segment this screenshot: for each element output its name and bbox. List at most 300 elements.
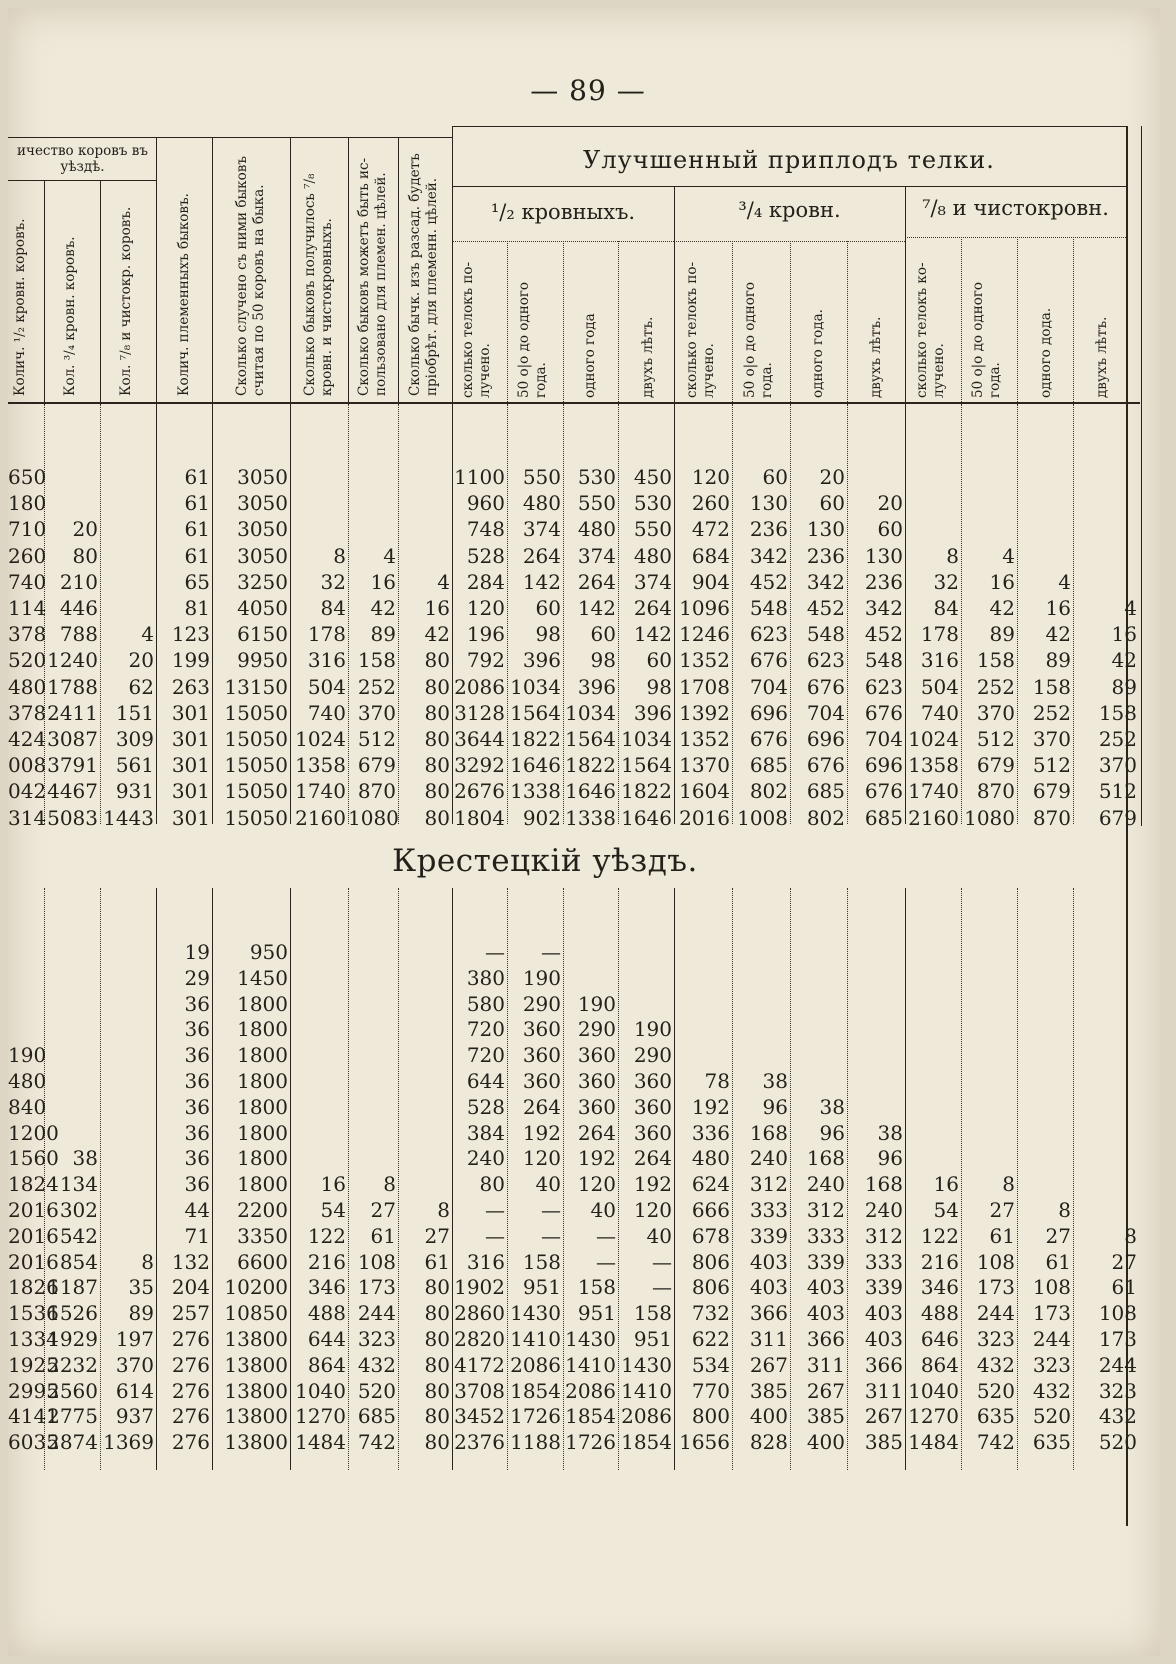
table-cell: 366 [806, 1327, 845, 1351]
table-cell: 16 [320, 1172, 346, 1197]
table-cell: 696 [864, 753, 903, 778]
table-cell: 134 [59, 1172, 98, 1197]
table-cell: 1800 [237, 1120, 288, 1145]
table-cell: 301 [171, 779, 210, 804]
table-cell: 173 [357, 1275, 396, 1300]
table-cell: 84 [320, 596, 346, 620]
table-cell: 13800 [224, 1352, 288, 1377]
table-cell: 635 [1032, 1430, 1071, 1455]
table-cell: 15050 [224, 779, 288, 804]
table-cell: 1656 [679, 1430, 730, 1455]
table-cell: 1726 [565, 1430, 616, 1455]
table-cell: 950 [249, 940, 288, 964]
sub-title-half-under-year: 50 o|o до одного года. [516, 281, 549, 398]
table-cell: 1392 [679, 700, 730, 725]
table-cell: 20 [128, 648, 154, 673]
table-cell: 158 [522, 1249, 561, 1274]
table-cell: 676 [806, 674, 845, 699]
table-row [0, 596, 1176, 622]
table-cell: 530 [577, 465, 616, 489]
table-cell: 704 [864, 727, 903, 751]
table-cell: 20 [819, 465, 845, 489]
table-cell: 528 [466, 1094, 505, 1119]
table-cell: 36 [184, 991, 210, 1016]
table-cell: 432 [1032, 1378, 1071, 1403]
table-cell: 151 [115, 700, 154, 725]
table-cell: 333 [806, 1223, 845, 1248]
table-cell: 679 [976, 753, 1015, 778]
table-cell: 323 [1032, 1352, 1071, 1377]
table-row [0, 1224, 1176, 1250]
table-cell: 346 [920, 1275, 959, 1300]
table-cell: 236 [864, 569, 903, 594]
table-cell: 108 [357, 1249, 396, 1274]
col-divider [961, 237, 962, 402]
table-cell: 360 [577, 1069, 616, 1093]
table-cell: 252 [357, 674, 396, 699]
table-cell: 342 [864, 596, 903, 620]
table-cell: 1929 [47, 1327, 98, 1351]
table-cell: 512 [1032, 753, 1071, 778]
table-cell: 548 [864, 648, 903, 673]
table-cell: 257 [171, 1301, 210, 1326]
table-cell: 240 [864, 1198, 903, 1222]
table-cell: 864 [920, 1352, 959, 1377]
table-cell: 192 [577, 1146, 616, 1171]
table-cell: 263 [171, 674, 210, 699]
district-table-novgorod [0, 465, 1176, 830]
table-cell: 16 [933, 1172, 959, 1197]
table-cell: 1822 [565, 753, 616, 778]
half-blood-title: ¹/₂ кровныхъ. [490, 200, 636, 224]
table-row [0, 1198, 1176, 1224]
col-title-half-cows: Колич. ¹/₂ кровн. коровъ. [12, 218, 28, 396]
table-cell: 1246 [679, 622, 730, 647]
table-row [0, 1430, 1176, 1456]
table-cell: 2995 [8, 1378, 59, 1403]
table-cell: 646 [920, 1327, 959, 1351]
table-cell: 904 [691, 569, 730, 594]
table-cell: 452 [864, 622, 903, 647]
table-cell: 60 [762, 465, 788, 489]
table-cell: 403 [864, 1301, 903, 1326]
table-cell: 168 [806, 1146, 845, 1171]
table-cell: 312 [749, 1172, 788, 1197]
table-cell: 71 [184, 1223, 210, 1248]
table-cell: 1430 [621, 1352, 672, 1377]
table-cell: 61 [1045, 1249, 1071, 1274]
table-cell: 1240 [47, 648, 98, 673]
table-cell: 108 [1032, 1275, 1071, 1300]
table-cell: 792 [466, 648, 505, 673]
table-row [0, 1327, 1176, 1353]
table-cell: — [541, 940, 561, 964]
table-cell: 122 [307, 1223, 346, 1248]
table-cell: 385 [749, 1378, 788, 1403]
table-cell: 4050 [237, 596, 288, 620]
table-row [0, 648, 1176, 674]
table-cell: 1369 [103, 1430, 154, 1455]
table-cell: 1352 [679, 727, 730, 751]
table-cell: 1358 [908, 753, 959, 778]
table-cell: 1370 [679, 753, 730, 778]
table-cell: 380 [466, 965, 505, 990]
table-cell: 1826 [8, 1275, 59, 1300]
table-cell: 120 [466, 596, 505, 620]
table-cell: 54 [320, 1198, 346, 1222]
table-cell: 20 [877, 491, 903, 516]
table-cell: 3350 [237, 1223, 288, 1248]
table-row [0, 727, 1176, 753]
table-cell: 276 [171, 1404, 210, 1429]
table-cell: 89 [128, 1301, 154, 1326]
table-row [0, 992, 1176, 1018]
table-cell: 520 [1032, 1404, 1071, 1429]
table-cell: 1646 [565, 779, 616, 804]
table-cell: 120 [522, 1146, 561, 1171]
table-cell: 679 [1098, 805, 1137, 830]
table-cell: 1034 [510, 674, 561, 699]
table-cell: 142 [633, 622, 672, 647]
col-divider [44, 180, 45, 402]
table-row [0, 517, 1176, 543]
col-title-seven-eighths-cows: Кол. ⁷/₈ и чистокр. коровъ. [118, 206, 134, 396]
page-number: — 89 — [530, 74, 646, 107]
col-divider [1017, 237, 1018, 402]
table-cell: 316 [307, 648, 346, 673]
table-cell: 704 [749, 674, 788, 699]
table-row [0, 779, 1176, 805]
table-cell: 2086 [565, 1378, 616, 1403]
table-row [0, 491, 1176, 517]
table-cell: 36 [184, 1146, 210, 1171]
table-cell: 623 [806, 648, 845, 673]
sub-title-tq-under-year: 50 o|o до одного года. [742, 281, 775, 398]
table-cell: 142 [522, 569, 561, 594]
table-cell: 802 [806, 805, 845, 830]
table-cell: 1334 [8, 1327, 59, 1351]
table-cell: 158 [577, 1275, 616, 1300]
table-cell: 2860 [454, 1301, 505, 1326]
table-cell: 1034 [621, 727, 672, 751]
table-cell: 1800 [237, 1043, 288, 1068]
table-row [0, 1146, 1176, 1172]
table-cell: 62 [128, 674, 154, 699]
table-cell: 80 [424, 1430, 450, 1455]
table-cell: 8 [1124, 1223, 1137, 1248]
table-cell: 244 [976, 1301, 1015, 1326]
table-cell: 309 [115, 727, 154, 751]
table-cell: 267 [749, 1352, 788, 1377]
table-cell: 472 [691, 517, 730, 542]
table-cell: 1188 [510, 1430, 561, 1455]
table-cell: 676 [749, 648, 788, 673]
table-cell: 2016 [8, 1223, 59, 1248]
table-cell: 16 [424, 596, 450, 620]
table-cell: 311 [806, 1352, 845, 1377]
table-row [0, 1172, 1176, 1198]
table-cell: 36 [184, 1043, 210, 1068]
table-cell: 1854 [621, 1430, 672, 1455]
table-cell: 1800 [237, 991, 288, 1016]
table-cell: 2160 [295, 805, 346, 830]
table-cell: 806 [691, 1249, 730, 1274]
table-cell: 685 [864, 805, 903, 830]
table-cell: 1564 [510, 700, 561, 725]
table-cell: 192 [633, 1172, 672, 1197]
table-cell: 38 [72, 1146, 98, 1171]
table-cell: 1726 [510, 1404, 561, 1429]
table-cell: 60 [877, 517, 903, 542]
table-cell: 158 [976, 648, 1015, 673]
table-cell: 3644 [454, 727, 505, 751]
table-cell: — [541, 1198, 561, 1222]
table-cell: 450 [633, 465, 672, 489]
table-cell: — [596, 1249, 616, 1274]
header-bottom-rule [8, 402, 1140, 404]
table-cell: 333 [749, 1198, 788, 1222]
table-cell: 36 [184, 1172, 210, 1197]
table-cell: 676 [864, 700, 903, 725]
table-cell: 710 [8, 517, 47, 542]
table-cell: 173 [1032, 1301, 1071, 1326]
table-cell: 60 [590, 622, 616, 647]
table-cell: 788 [59, 622, 98, 647]
table-cell: 370 [1098, 753, 1137, 778]
table-cell: 173 [1098, 1327, 1137, 1351]
col-divider [156, 137, 157, 402]
table-cell: 132 [171, 1249, 210, 1274]
table-cell: 61 [184, 517, 210, 542]
table-cell: 301 [171, 700, 210, 725]
table-cell: 008 [8, 753, 47, 778]
table-cell: 1740 [908, 779, 959, 804]
table-cell: — [485, 940, 505, 964]
table-cell: 480 [8, 674, 47, 699]
table-cell: 685 [749, 753, 788, 778]
table-cell: 1800 [237, 1094, 288, 1119]
table-cell: 1822 [621, 779, 672, 804]
table-cell: 80 [72, 543, 98, 568]
table-cell: 130 [749, 491, 788, 516]
table-cell: 89 [370, 622, 396, 647]
table-cell: 1564 [621, 753, 672, 778]
table-cell: 2160 [908, 805, 959, 830]
table-cell: 32 [320, 569, 346, 594]
table-row [0, 1095, 1176, 1121]
cows-group-title: ичество коровъ въ уѣздѣ. [17, 143, 148, 175]
table-cell: 89 [1111, 674, 1137, 699]
table-cell: 1604 [679, 779, 730, 804]
table-cell: 2232 [47, 1352, 98, 1377]
table-cell: 1187 [47, 1275, 98, 1300]
table-cell: 44 [184, 1198, 210, 1222]
table-cell: 20 [72, 517, 98, 542]
table-cell: 36 [184, 1094, 210, 1119]
table-cell: 561 [115, 753, 154, 778]
table-cell: 339 [749, 1223, 788, 1248]
table-cell: 1646 [510, 753, 561, 778]
table-cell: 204 [171, 1275, 210, 1300]
table-cell: 1800 [237, 1017, 288, 1042]
table-cell: 38 [762, 1069, 788, 1093]
table-cell: 130 [806, 517, 845, 542]
table-cell: 2086 [454, 674, 505, 699]
table-cell: 80 [424, 1404, 450, 1429]
table-cell: — [652, 1249, 672, 1274]
table-row [0, 1404, 1176, 1430]
table-cell: 276 [171, 1378, 210, 1403]
table-cell: 520 [976, 1378, 1015, 1403]
table-cell: 108 [1098, 1301, 1137, 1326]
table-cell: 252 [976, 674, 1015, 699]
table-cell: 1800 [237, 1069, 288, 1093]
table-cell: 042 [8, 779, 47, 804]
table-cell: 61 [1111, 1275, 1137, 1300]
table-cell: — [541, 1223, 561, 1248]
table-cell: 374 [577, 543, 616, 568]
table-cell: 236 [806, 543, 845, 568]
table-cell: 1008 [737, 805, 788, 830]
table-cell: 828 [749, 1430, 788, 1455]
section-title: Крестецкій уѣздъ. [392, 843, 698, 879]
table-cell: 4 [1124, 596, 1137, 620]
table-cell: 1358 [295, 753, 346, 778]
table-cell: 80 [424, 1378, 450, 1403]
table-cell: 1824 [8, 1172, 59, 1197]
table-cell: 370 [1032, 727, 1071, 751]
table-cell: 35 [128, 1275, 154, 1300]
table-cell: 339 [864, 1275, 903, 1300]
table-cell: 29 [184, 965, 210, 990]
table-cell: 316 [466, 1249, 505, 1274]
table-cell: 1526 [47, 1301, 98, 1326]
table-cell: 158 [1098, 700, 1137, 725]
table-cell: 267 [864, 1404, 903, 1429]
table-cell: 696 [806, 727, 845, 751]
table-cell: 342 [749, 543, 788, 568]
table-cell: 870 [1032, 805, 1071, 830]
table-row [0, 1250, 1176, 1276]
table-cell: 312 [806, 1198, 845, 1222]
table-cell: 1925 [8, 1352, 59, 1377]
col-divider [790, 241, 791, 402]
sub-title-se-obtained: сколько телокъ ко- лучено. [914, 262, 947, 398]
table-cell: 4 [1058, 569, 1071, 594]
table-cell: 360 [633, 1069, 672, 1093]
sub-title-tq-obtained: сколько телокъ по- лучено. [684, 261, 717, 398]
sub-title-se-one-year: одного дода. [1038, 307, 1054, 398]
table-cell: 42 [1045, 622, 1071, 647]
table-cell: 2560 [47, 1378, 98, 1403]
table-cell: 870 [976, 779, 1015, 804]
table-row [0, 940, 1176, 966]
table-cell: 1560 [8, 1146, 59, 1171]
sub-title-se-two-years: двухъ лѣтъ. [1094, 316, 1110, 398]
table-cell: 42 [989, 596, 1015, 620]
table-cell: 1410 [621, 1378, 672, 1403]
col-divider [100, 180, 101, 402]
table-cell: 720 [466, 1017, 505, 1042]
table-cell: 61 [424, 1249, 450, 1274]
table-cell: 290 [522, 991, 561, 1016]
table-cell: 80 [424, 1275, 450, 1300]
table-cell: 676 [806, 753, 845, 778]
table-cell: 346 [307, 1275, 346, 1300]
table-cell: 550 [633, 517, 672, 542]
table-cell: 3452 [454, 1404, 505, 1429]
table-cell: 2016 [679, 805, 730, 830]
table-cell: 623 [864, 674, 903, 699]
table-cell: — [596, 1223, 616, 1248]
table-cell: 360 [633, 1120, 672, 1145]
table-cell: 27 [989, 1198, 1015, 1222]
table-cell: 216 [920, 1249, 959, 1274]
table-cell: 4 [141, 622, 154, 647]
sub-title-half-one-year: одного года [582, 313, 598, 398]
table-cell: 1034 [565, 700, 616, 725]
table-cell: 210 [59, 569, 98, 594]
table-cell: 16 [989, 569, 1015, 594]
table-cell: 360 [633, 1094, 672, 1119]
table-row [0, 806, 1176, 832]
col-title-three-quarter-cows: Кол. ³/₄ кровн. коровъ. [62, 236, 78, 396]
table-row [0, 1043, 1176, 1069]
table-cell: 1854 [565, 1404, 616, 1429]
table-cell: 8 [383, 1172, 396, 1197]
table-cell: 108 [976, 1249, 1015, 1274]
table-cell: 403 [749, 1249, 788, 1274]
table-cell: 403 [864, 1327, 903, 1351]
table-cell: 1902 [454, 1275, 505, 1300]
header-top-rule-right [452, 126, 1126, 127]
table-cell: 244 [1032, 1327, 1071, 1351]
table-cell: 3250 [237, 569, 288, 594]
improved-title-rule [452, 186, 1126, 187]
table-cell: 520 [8, 648, 47, 673]
table-cell: 42 [424, 622, 450, 647]
table-cell: 666 [691, 1198, 730, 1222]
table-cell: 336 [691, 1120, 730, 1145]
table-cell: 385 [806, 1404, 845, 1429]
table-cell: 1270 [908, 1404, 959, 1429]
table-cell: 480 [8, 1069, 47, 1093]
table-cell: 61 [184, 491, 210, 516]
table-cell: 548 [749, 596, 788, 620]
table-cell: 1338 [510, 779, 561, 804]
table-cell: 40 [646, 1223, 672, 1248]
table-cell: 122 [920, 1223, 959, 1248]
table-cell: 80 [424, 700, 450, 725]
table-cell: 1484 [295, 1430, 346, 1455]
table-cell: 360 [522, 1017, 561, 1042]
table-cell: 323 [976, 1327, 1015, 1351]
table-cell: 8 [946, 543, 959, 568]
table-cell: 480 [522, 491, 561, 516]
table-cell: 840 [8, 1094, 47, 1119]
table-cell: 396 [577, 674, 616, 699]
table-cell: 80 [424, 1352, 450, 1377]
table-cell: 396 [522, 648, 561, 673]
table-cell: 4172 [454, 1352, 505, 1377]
table-row [0, 1069, 1176, 1095]
col-title-bulls: Колич. племенныхъ быковъ. [176, 193, 192, 396]
table-cell: 2874 [47, 1430, 98, 1455]
table-cell: 704 [806, 700, 845, 725]
table-cell: 678 [691, 1223, 730, 1248]
table-cell: 1740 [295, 779, 346, 804]
table-cell: 740 [8, 569, 47, 594]
